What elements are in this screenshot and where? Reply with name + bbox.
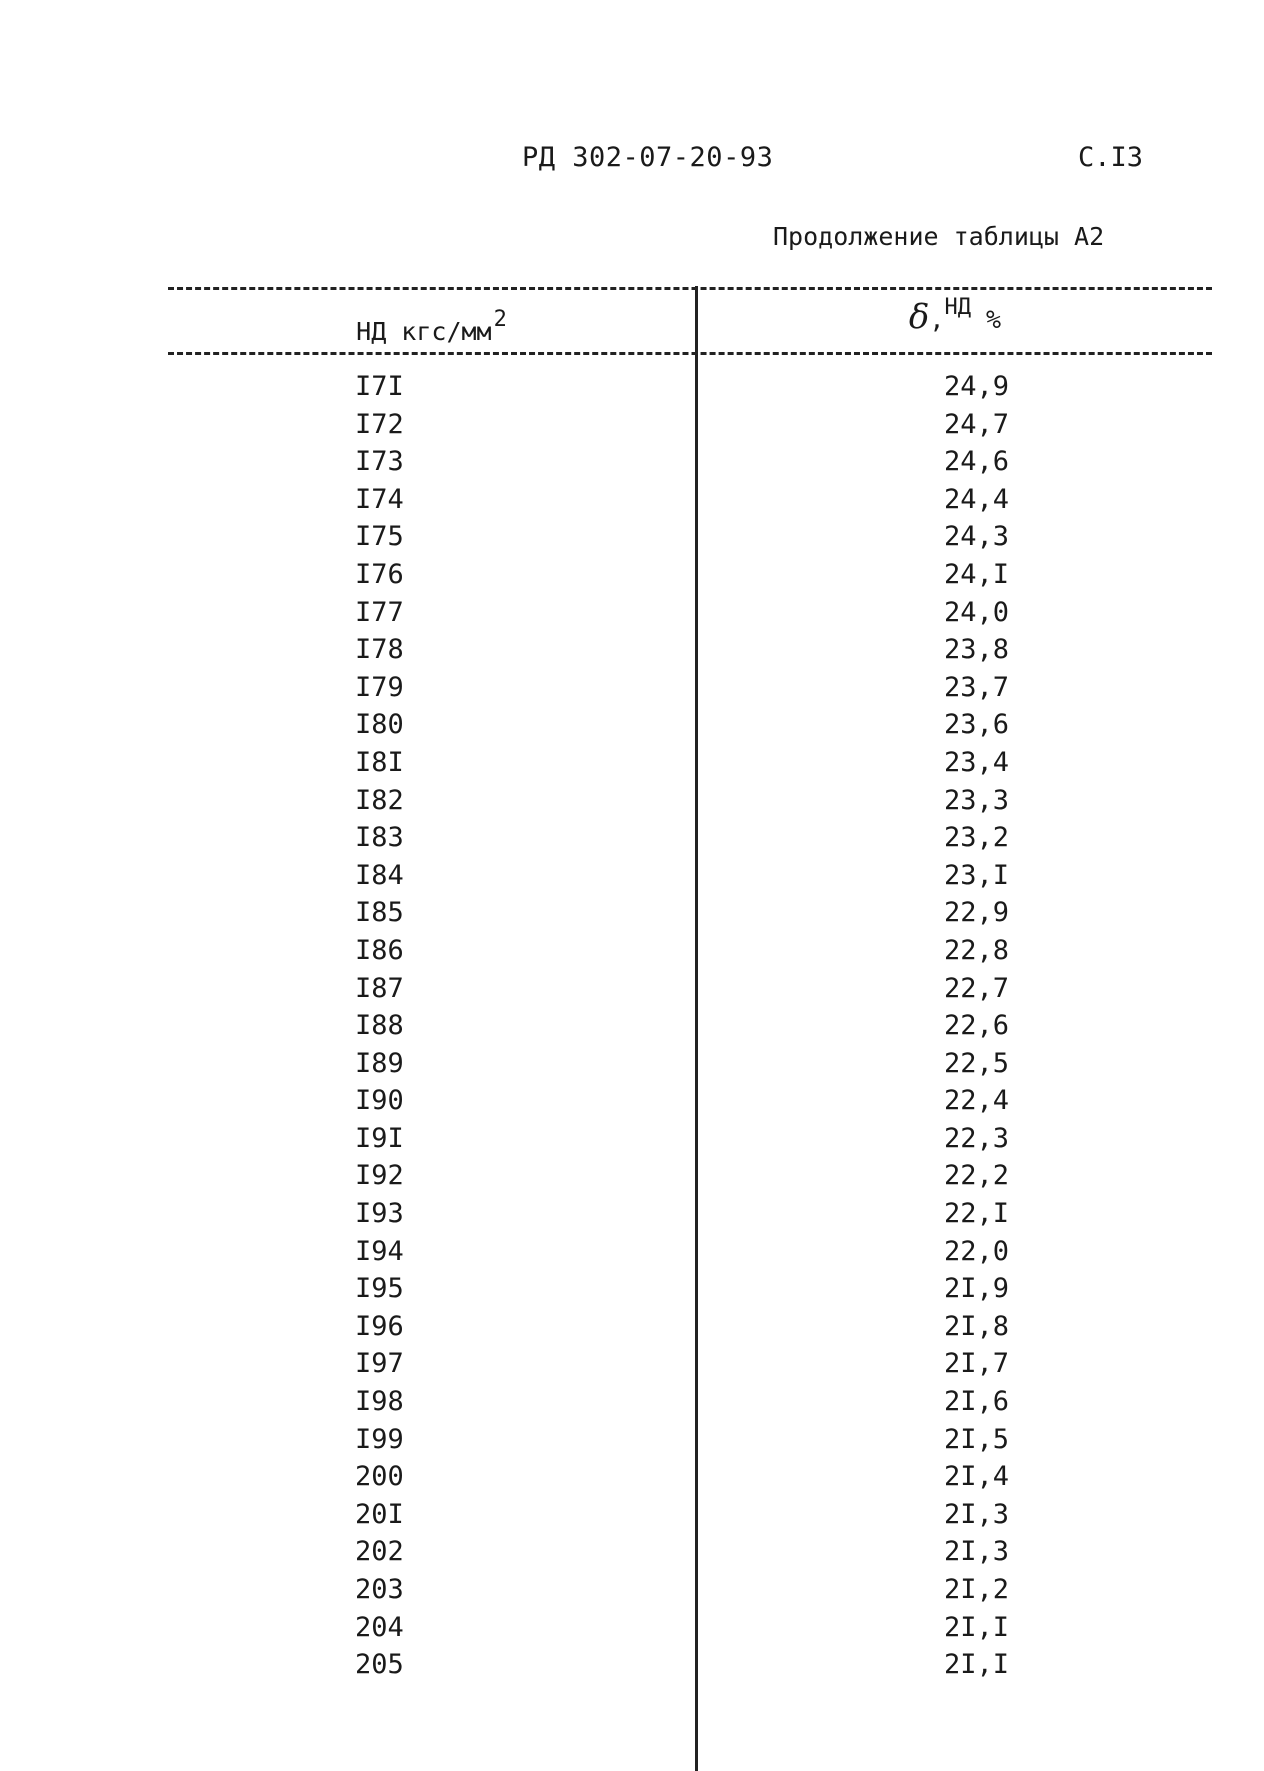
elongation-value: 2I,2 [944, 1574, 1010, 1605]
elongation-value: 22,7 [944, 972, 1010, 1004]
hardness-value: 20I [355, 1498, 404, 1530]
elongation-value: 2I,4 [944, 1461, 1010, 1493]
table-row [168, 894, 1212, 932]
column-header-elongation-sup: НД [944, 295, 971, 320]
elongation-value: 2I,9 [944, 1273, 1010, 1305]
hardness-value: I92 [355, 1160, 404, 1192]
hardness-value: I82 [355, 784, 404, 816]
hardness-value: I84 [355, 859, 404, 891]
table-row [168, 1533, 1212, 1571]
elongation-value: 24,9 [944, 371, 1010, 402]
hardness-value: I77 [355, 596, 404, 628]
hardness-value: I7I [355, 371, 404, 402]
table-row [168, 1571, 1212, 1609]
hardness-value: 200 [355, 1461, 404, 1493]
table-row [168, 1421, 1212, 1459]
elongation-value: 23,4 [944, 746, 1010, 778]
hardness-value: I94 [355, 1235, 404, 1267]
elongation-value: 23,3 [944, 784, 1010, 816]
elongation-value: 23,8 [944, 634, 1010, 666]
hardness-value: I95 [355, 1273, 404, 1305]
hardness-value: I97 [355, 1348, 404, 1380]
elongation-value: 2I,3 [944, 1498, 1010, 1530]
hardness-value: I93 [355, 1198, 404, 1230]
hardness-value: I86 [355, 934, 404, 966]
column-header-elongation [698, 297, 1212, 337]
elongation-value: 23,I [944, 859, 1010, 891]
table-row [168, 1383, 1212, 1421]
elongation-value: 22,2 [944, 1160, 1010, 1192]
table-row [168, 1345, 1212, 1383]
percent-unit: % [986, 305, 1002, 334]
table-row [168, 1609, 1212, 1647]
hardness-value: I75 [355, 521, 404, 553]
hardness-value: I72 [355, 408, 404, 440]
elongation-value: 2I,7 [944, 1348, 1010, 1380]
hardness-value: I8I [355, 746, 404, 778]
table-row [168, 1646, 1212, 1684]
elongation-value: 2I,8 [944, 1310, 1010, 1342]
table-row [168, 1045, 1212, 1083]
table-row [168, 1233, 1212, 1271]
elongation-value: 22,3 [944, 1122, 1010, 1154]
elongation-value: 22,5 [944, 1047, 1010, 1079]
table-row [168, 1007, 1212, 1045]
hardness-value: I96 [355, 1310, 404, 1342]
table-row [168, 1157, 1212, 1195]
table-row [168, 857, 1212, 895]
hardness-value: I85 [355, 897, 404, 929]
elongation-value: 22,I [944, 1198, 1010, 1230]
table-header-rule [168, 352, 1212, 355]
table-top-rule [168, 287, 1212, 290]
elongation-value: 24,0 [944, 596, 1010, 628]
hardness-value: I79 [355, 671, 404, 703]
hardness-value: I73 [355, 446, 404, 478]
elongation-value: 22,6 [944, 1010, 1010, 1042]
elongation-value: 24,7 [944, 408, 1010, 440]
hardness-value: I87 [355, 972, 404, 1004]
hardness-value: I88 [355, 1010, 404, 1042]
hardness-value: 205 [355, 1649, 404, 1681]
table-row [168, 1270, 1212, 1308]
table-row [168, 443, 1212, 481]
table-caption: Продолжение таблицы А2 [773, 222, 1105, 251]
hardness-value: I99 [355, 1423, 404, 1455]
elongation-value: 24,3 [944, 521, 1010, 553]
hardness-value: I98 [355, 1386, 404, 1418]
table-row [168, 744, 1212, 782]
hardness-value: I80 [355, 709, 404, 741]
table-body [168, 368, 1212, 1684]
document-code: РД 302-07-20-93 [522, 142, 774, 173]
table-row [168, 1082, 1212, 1120]
elongation-value: 2I,6 [944, 1386, 1010, 1418]
delta-symbol: δ [908, 297, 930, 337]
table-row [168, 669, 1212, 707]
table-row [168, 1458, 1212, 1496]
table-row [168, 368, 1212, 406]
table-row [168, 970, 1212, 1008]
elongation-value: 2I,3 [944, 1536, 1010, 1568]
hardness-value: I89 [355, 1047, 404, 1079]
hardness-value: I83 [355, 822, 404, 854]
table-row [168, 706, 1212, 744]
table-row [168, 1195, 1212, 1233]
table-row [168, 1120, 1212, 1158]
elongation-value: 2I,I [944, 1649, 1010, 1681]
elongation-value: 22,9 [944, 897, 1010, 929]
table-row [168, 782, 1212, 820]
column-header-hardness-label: НД кгс/мм [356, 317, 492, 346]
elongation-value: 22,8 [944, 934, 1010, 966]
table-row [168, 932, 1212, 970]
hardness-value: I78 [355, 634, 404, 666]
table-row [168, 556, 1212, 594]
hardness-value: I76 [355, 558, 404, 590]
table-row [168, 1308, 1212, 1346]
table-row [168, 481, 1212, 519]
elongation-value: 24,I [944, 558, 1010, 590]
comma-separator: , [929, 305, 945, 334]
column-header-hardness-exponent: 2 [493, 307, 507, 332]
table-row [168, 594, 1212, 632]
elongation-value: 23,6 [944, 709, 1010, 741]
elongation-value: 23,2 [944, 822, 1010, 854]
elongation-value: 24,6 [944, 446, 1010, 478]
table-row [168, 1496, 1212, 1534]
elongation-value: 24,4 [944, 483, 1010, 515]
elongation-value: 2I,I [944, 1611, 1010, 1643]
hardness-value: 203 [355, 1574, 404, 1605]
table-row [168, 631, 1212, 669]
table-row [168, 406, 1212, 444]
elongation-value: 23,7 [944, 671, 1010, 703]
hardness-value: 202 [355, 1536, 404, 1568]
hardness-value: I74 [355, 483, 404, 515]
elongation-value: 2I,5 [944, 1423, 1010, 1455]
page-number: С.I3 [1078, 142, 1144, 173]
table-row [168, 518, 1212, 556]
hardness-value: I9I [355, 1122, 404, 1154]
elongation-value: 22,0 [944, 1235, 1010, 1267]
table-row [168, 819, 1212, 857]
hardness-value: I90 [355, 1085, 404, 1117]
hardness-value: 204 [355, 1611, 404, 1643]
column-header-hardness [168, 307, 695, 346]
elongation-value: 22,4 [944, 1085, 1010, 1117]
